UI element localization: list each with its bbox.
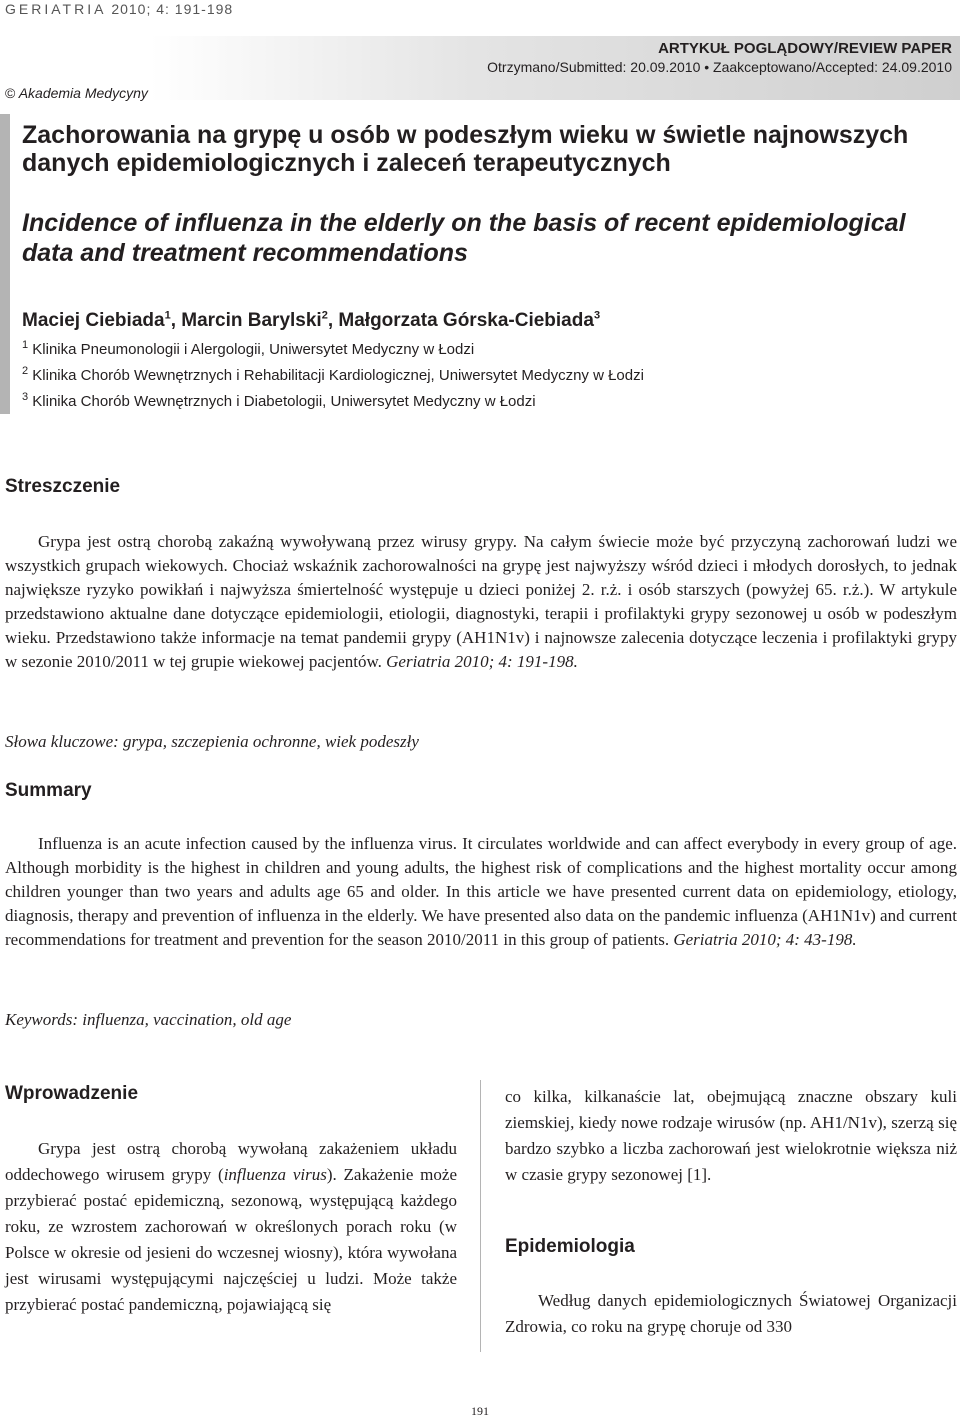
epidemiology-text bbox=[505, 1288, 957, 1340]
title-polish: Zachorowania na grypę u osób w podeszłym wieku w świetle najnowszych danych epidemiologicznych i zaleceń terapeutycznych bbox=[22, 121, 909, 177]
author-name: Marcin Barylski bbox=[181, 310, 322, 332]
abstract-body-en: Influenza is an acute infection caused by the influenza virus. It circulates worldwide and can affect everybody in every group of age. Although morbidity is the highest in children and young adults, the highest risk of complications and the highest mortality occur among children younger than two years and adults age 65 and older. In this article we have presented current data on epidemiology, etiology, diagnosis, therapy and prevention of influenza in the elderly. We have presented also data on the pandemic influenza (AH1N1v) and current recommendations for treatment and prevention for the season 2010/2011 in this group of patients. bbox=[5, 834, 957, 949]
affiliation-text: Klinika Chorób Wewnętrznych i Rehabilitacji Kardiologicznej, Uniwersytet Medyczny w Łodzi bbox=[32, 367, 644, 384]
affiliation-text: Klinika Pneumonologii i Alergologii, Uniwersytet Medyczny w Łodzi bbox=[32, 341, 475, 358]
copyright-holder: Akademia Medycyny bbox=[18, 85, 148, 101]
journal-issue: 2010; 4: 191-198 bbox=[111, 1, 234, 17]
journal-name: GERIATRIA bbox=[5, 1, 107, 17]
journal-reference bbox=[5, 1, 233, 17]
author-name: Maciej Ciebiada bbox=[22, 310, 165, 332]
author-list bbox=[22, 310, 600, 332]
abstract-body-pl: Grypa jest ostrą chorobą zakaźną wywoływaną przez wirusy grypy. Na całym świecie może być przyczyną zachorowań ludzi we wszystkich grupach wiekowych. Chociaż wskaźnik zachorowalności na grypę jest najwyższy wśród dzieci i młodych dorosłych, to jednak największe ryzyko powikłań i najwyższa śmiertelność występuje u dzieci poniżej 2. r.ż. i osób starszych (powyżej 65. r.ż.). W artykule przedstawiono aktualne dane dotyczące epidemiologii, etiologii, diagnostyki, terapii i profilaktyki grypy sezonowej u osób w podeszłym wieku. Przedstawiono także informacje na temat pandemii grypy (AH1N1v) i najnowsze zalecenia dotyczące leczenia i profilaktyki grypy w sezonie 2010/2011 w tej grupie wiekowej pacjentów. bbox=[5, 532, 957, 671]
title-accent-bar bbox=[0, 114, 10, 414]
abstract-heading-en: Summary bbox=[5, 780, 92, 801]
abstract-heading-pl: Streszczenie bbox=[5, 476, 121, 497]
author-separator: , bbox=[170, 310, 182, 332]
author-1 bbox=[22, 310, 181, 331]
author-affiliation-ref: 3 bbox=[593, 310, 601, 322]
affiliation-3 bbox=[22, 391, 536, 410]
right-column-continuation: co kilka, kilkanaście lat, obejmującą znaczne obszary kuli ziemskiej, kiedy nowe rodzaje wirusów (np. AH1/N1v), szerzą się bardzo szybko a liczba zachorowań jest wielokrotnie większa niż w czasie grypy sezonowej [1]. bbox=[505, 1087, 957, 1184]
author-name: Małgorzata Górska-Ciebiada bbox=[338, 310, 594, 332]
title-english: Incidence of influenza in the elderly on the basis of recent epidemiological data and treatment recommendations bbox=[22, 209, 906, 267]
author-affiliation-ref: 1 bbox=[164, 310, 171, 322]
keywords-en: Keywords: influenza, vaccination, old age bbox=[5, 1010, 292, 1029]
intro-italic-term: influenza virus bbox=[223, 1165, 327, 1184]
copyright-icon: © bbox=[5, 85, 16, 101]
intro-text-part-2: ). Zakażenie może przybierać postać epidemiczną, sezonową, występującą każdego roku, ze wzrostem zachorowań w określonych porach roku (w Polsce w okresie od jesieni do wczesnej wiosny), która wywołana jest wirusami występującymi najczęściej u ludzi. Może także przybierać postać pandemiczną, pojawiającą się bbox=[5, 1165, 457, 1314]
author-3 bbox=[338, 310, 600, 331]
abstract-text-en bbox=[5, 832, 957, 952]
article-type: ARTYKUŁ POGLĄDOWY/REVIEW PAPER bbox=[658, 40, 952, 57]
affiliation-number: 1 bbox=[22, 339, 29, 351]
affiliation-2 bbox=[22, 365, 644, 384]
column-divider bbox=[480, 1080, 481, 1352]
epidemiology-body: Według danych epidemiologicznych Światowej Organizacji Zdrowia, co roku na grypę choruje od 330 bbox=[505, 1291, 957, 1336]
affiliation-number: 2 bbox=[22, 365, 29, 377]
keywords-pl: Słowa kluczowe: grypa, szczepienia ochronne, wiek podeszły bbox=[5, 732, 419, 751]
abstract-citation-en: Geriatria 2010; 4: 43-198. bbox=[673, 930, 857, 949]
affiliation-1 bbox=[22, 339, 474, 358]
affiliation-text: Klinika Chorób Wewnętrznych i Diabetologii, Uniwersytet Medyczny w Łodzi bbox=[32, 393, 536, 410]
author-2 bbox=[181, 310, 338, 331]
intro-text-part-1: Grypa jest ostrą chorobą wywołaną zakażeniem układu oddechowego wirusem grypy ( bbox=[5, 1139, 457, 1184]
section-heading-introduction: Wprowadzenie bbox=[5, 1083, 139, 1104]
author-separator: , bbox=[327, 310, 339, 332]
abstract-citation-pl: Geriatria 2010; 4: 191-198. bbox=[386, 652, 578, 671]
author-affiliation-ref: 2 bbox=[321, 310, 328, 322]
page-number: 191 bbox=[471, 1404, 489, 1418]
submission-dates: Otrzymano/Submitted: 20.09.2010 • Zaakceptowano/Accepted: 24.09.2010 bbox=[487, 59, 952, 75]
copyright-line bbox=[5, 85, 148, 101]
section-heading-epidemiology: Epidemiologia bbox=[505, 1236, 635, 1257]
affiliation-number: 3 bbox=[22, 391, 29, 403]
abstract-text-pl bbox=[5, 530, 957, 674]
introduction-text bbox=[5, 1136, 457, 1318]
